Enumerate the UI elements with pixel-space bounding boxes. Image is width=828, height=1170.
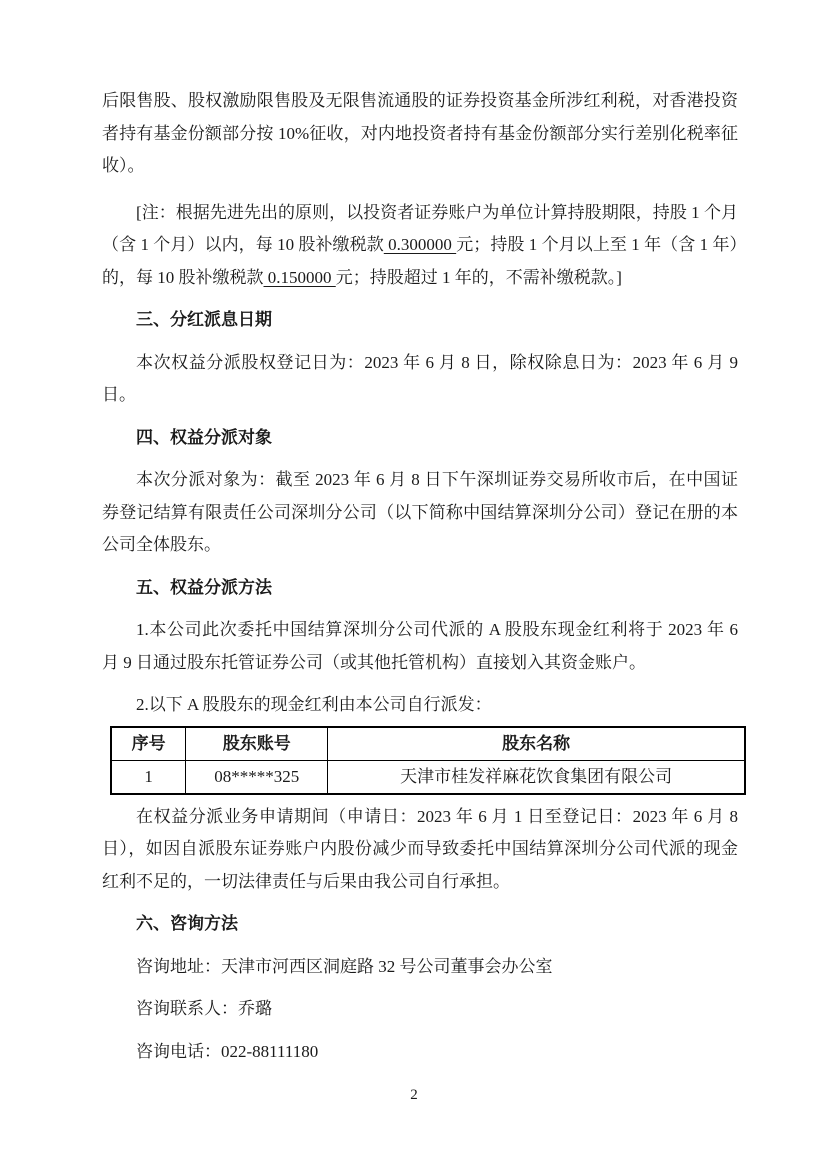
paragraph-note (102, 197, 738, 295)
note-underlined-amount-2: 0.150000 (263, 267, 336, 287)
note-text-1: [注：根据先进先出的原则，以投资者证券账户为单位计算持股期限，持股 1 个月（含 1 个月）以内，每 10 股补缴税款 (102, 202, 738, 254)
heading-section-5-distribution-method: 五、权益分派方法 (136, 577, 272, 597)
table-header-row (111, 727, 745, 761)
paragraph-section-5-item-1: 1.本公司此次委托中国结算深圳分公司代派的 A 股股东现金红利将于 2023 年 6 月 9 日通过股东托管证券公司（或其他托管机构）直接划入其资金账户。 (102, 620, 738, 672)
paragraph-consultation-phone: 咨询电话：022-88111180 (136, 1041, 319, 1061)
table-row (111, 760, 745, 794)
heading-section-4-distribution-targets: 四、权益分派对象 (136, 427, 272, 447)
table-header-seq: 序号 (111, 727, 186, 761)
self-distribution-shareholders-table (110, 726, 746, 795)
paragraph-section-3-body: 本次权益分派股权登记日为：2023 年 6 月 8 日，除权除息日为：2023 年 6 月 9 日。 (102, 352, 738, 404)
heading-section-3-dividend-dates: 三、分红派息日期 (136, 310, 272, 329)
paragraph-section-5-item-2: 2.以下 A 股股东的现金红利由本公司自行派发： (136, 695, 492, 714)
table-cell-seq: 1 (111, 760, 186, 794)
paragraph-section-5-liability: 在权益分派业务申请期间（申请日：2023 年 6 月 1 日至登记日：2023 年 6 月 8 日），如因自派股东证券账户内股份减少而导致委托中国结算深圳分公司代派的现金红利不足的，一切法律责任与后果由我公司自行承担。 (102, 806, 738, 891)
paragraph-consultation-address: 咨询地址：天津市河西区洞庭路 32 号公司董事会办公室 (136, 956, 553, 976)
note-text-2: 元；持股 1 个月以上至 1 年（含 1 年）的，每 10 股补缴税款 (102, 235, 739, 287)
note-underlined-amount-1: 0.300000 (383, 235, 457, 254)
table-header-account: 股东账号 (186, 727, 328, 761)
table-cell-name: 天津市桂发祥麻花饮食集团有限公司 (328, 760, 745, 794)
page-number: 2 (410, 1087, 418, 1103)
heading-section-6-consultation: 六、咨询方法 (136, 914, 238, 933)
table-cell-account: 08*****325 (186, 760, 328, 794)
paragraph-consultation-contact: 咨询联系人：乔璐 (136, 999, 272, 1018)
table-header-name: 股东名称 (328, 727, 745, 761)
note-text-3: 元；持股超过 1 年的，不需补缴税款。] (335, 267, 622, 287)
paragraph-tax-carryover: 后限售股、股权激励限售股及无限售流通股的证券投资基金所涉红利税，对香港投资者持有基金份额部分按 10%征收，对内地投资者持有基金份额部分实行差别化税率征收）。 (102, 91, 738, 175)
paragraph-section-4-body: 本次分派对象为：截至 2023 年 6 月 8 日下午深圳证券交易所收市后，在中国证券登记结算有限责任公司深圳分公司（以下简称中国结算深圳分公司）登记在册的本公司全体股东。 (102, 470, 738, 554)
